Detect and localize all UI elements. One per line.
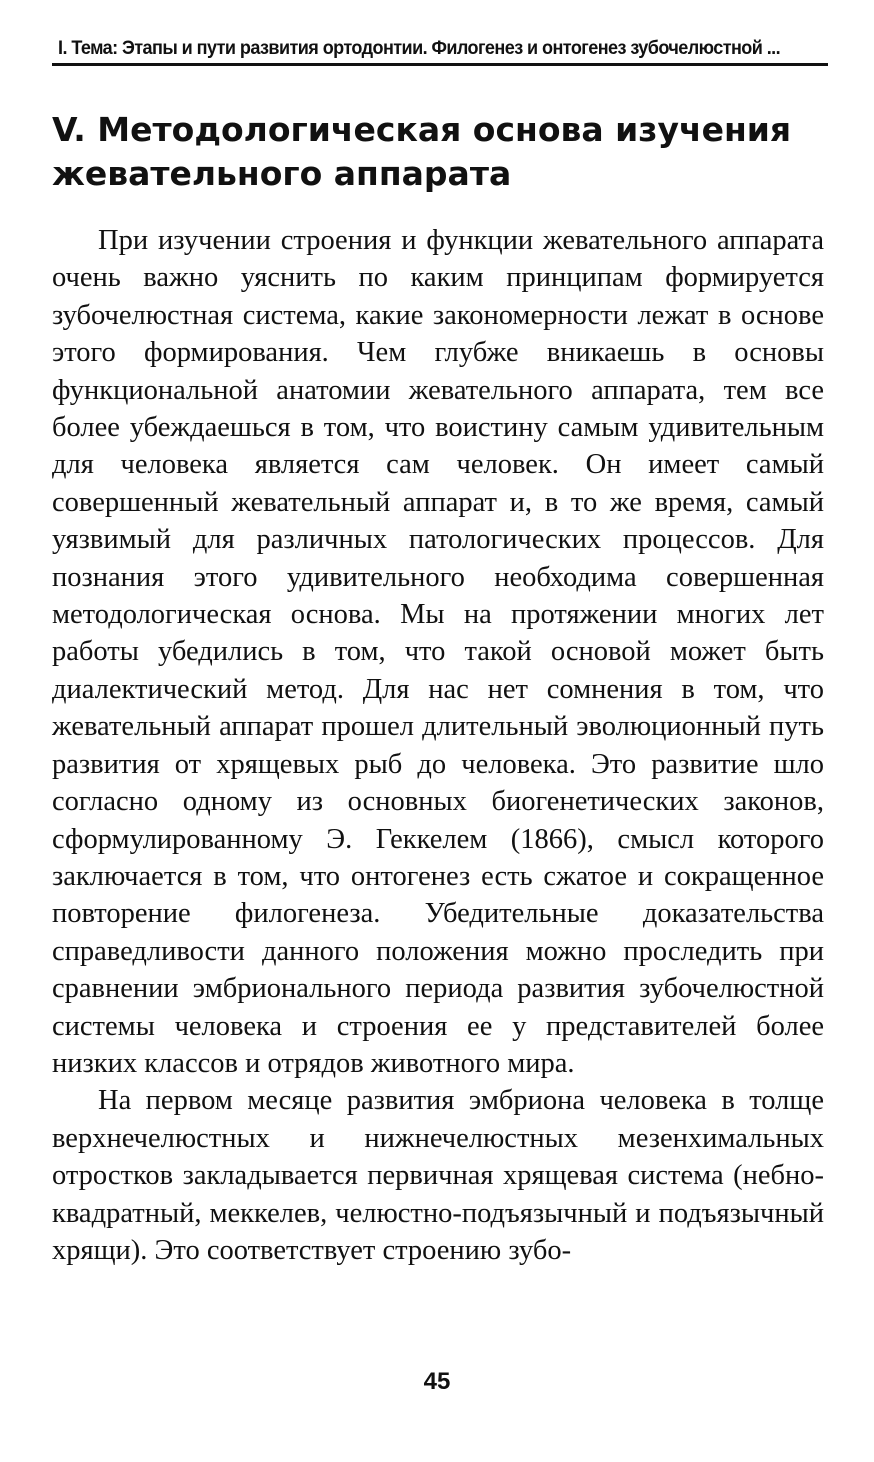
running-header: I. Тема: Этапы и пути развития ортодонтии. Филогенез и онтогенез зубочелюстной ... — [58, 38, 781, 59]
body-text — [52, 222, 824, 1269]
paragraph-2: На первом месяце развития эмбриона человека в толще верхнечелюстных и нижнечелюстных мезенхимальных отростков закладывается первичная хрящевая система (небно-квадратный, меккелев, челюстно-подъязычный и подъязычный хрящи). Это соответствует строению зубо- — [52, 1085, 824, 1266]
section-title: V. Методологическая основа изучения жевательного аппарата — [52, 110, 792, 193]
page-number: 45 — [423, 1368, 451, 1395]
paragraph-1: При изучении строения и функции жевательного аппарата очень важно уяснить по каким принципам формируется зубочелюстная система, какие закономерности лежат в основе этого формирования. Чем глубже вникаешь в основы функциональной анатомии жевательного аппарата, тем все более убеждаешься в том, что воистину самым удивительным для человека является сам человек. Он имеет самый совершенный жевательный аппарат и, в то же время, самый уязвимый для различных патологических процессов. Для познания этого удивительного необходима совершенная методологическая основа. Мы на протяжении многих лет работы убедились в том, что такой основой может быть диалектический метод. Для нас нет сомнения в том, что жевательный аппарат прошел длительный эволюционный путь развития от хрящевых рыб до человека. Это развитие шло согласно одному из основных биогенетических законов, сформулированному Э. Геккелем (1866), смысл которого заключается в том, что онтогенез есть сжатое и сокращенное повторение филогенеза. Убедительные доказательства справедливости данного положения можно проследить при сравнении эмбрионального периода развития зубочелюстной системы человека и строения ее у представителей более низких классов и отрядов животного мира. — [52, 225, 824, 1079]
header-rule — [52, 63, 828, 66]
